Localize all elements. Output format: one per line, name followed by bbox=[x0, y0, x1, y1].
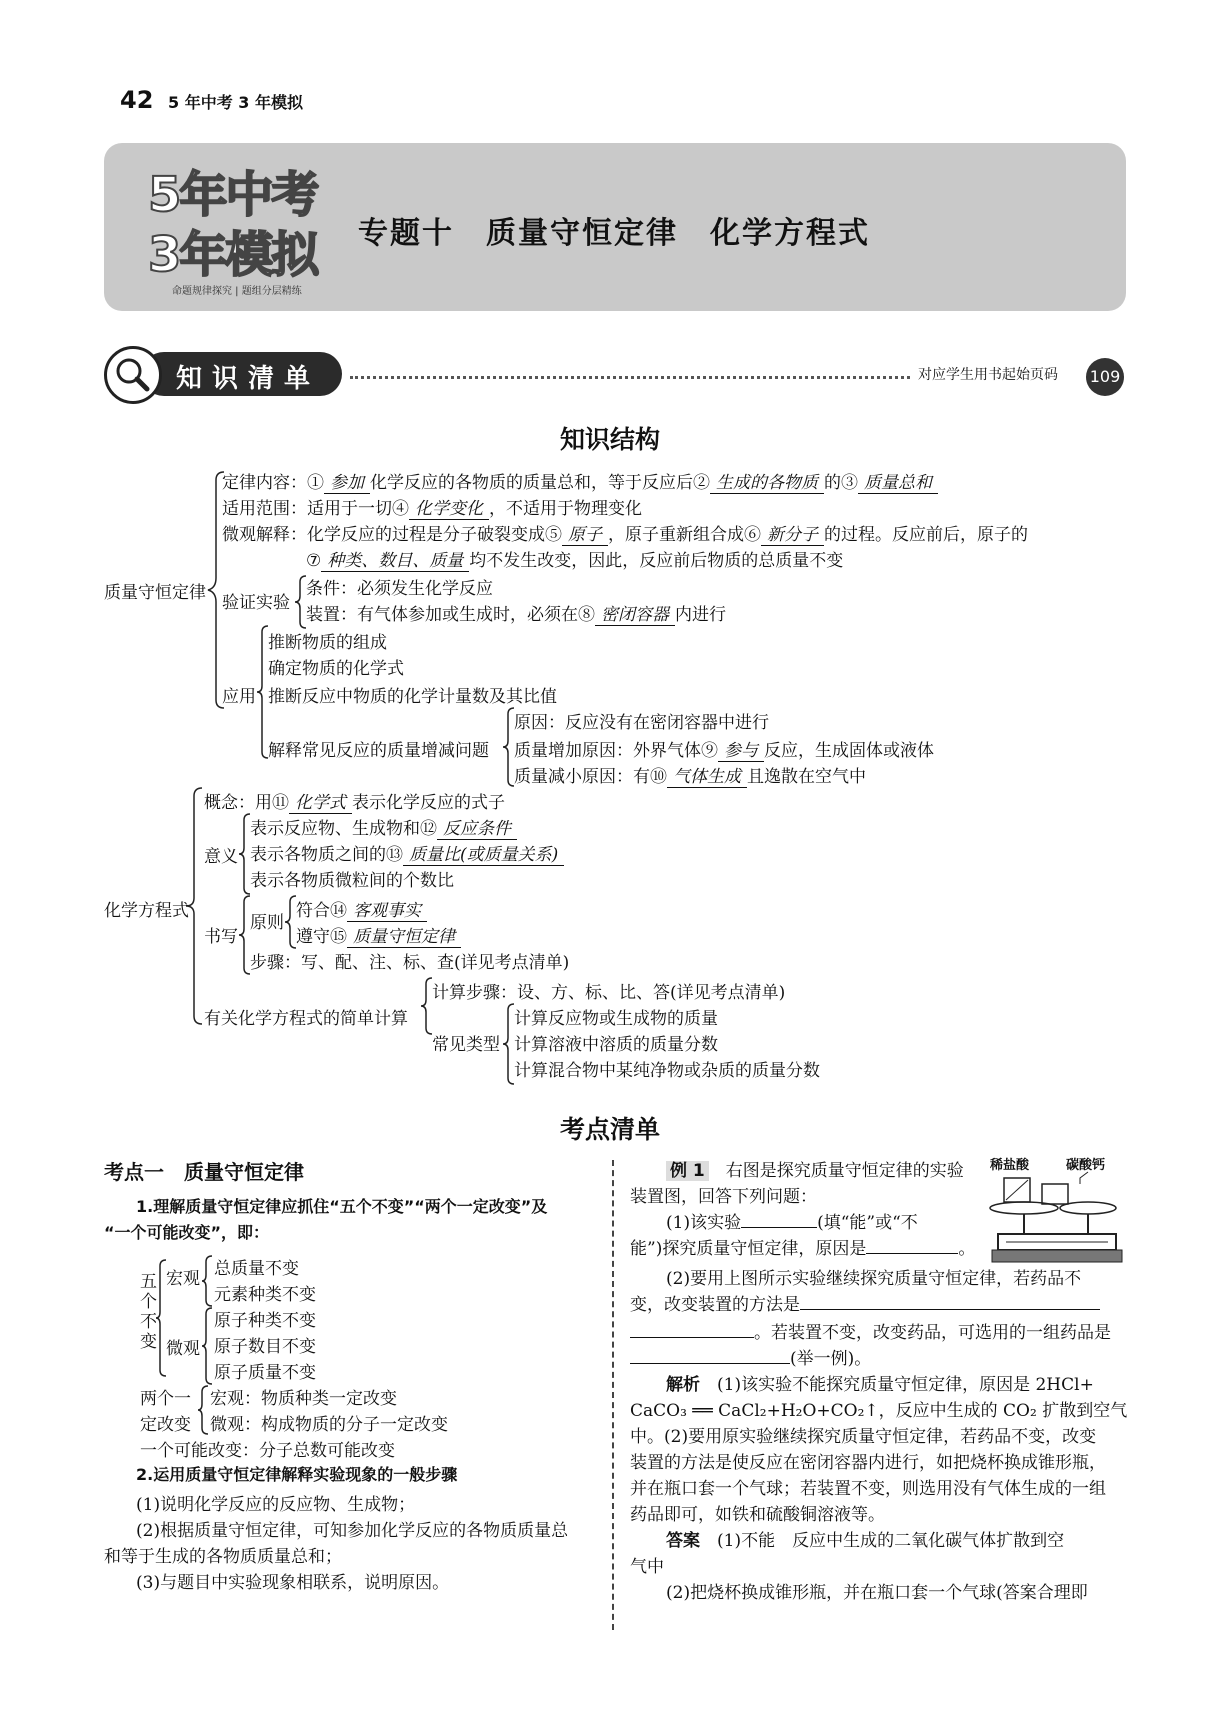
law-micro-2: ⑦ 种类、数目、质量 均不发生改变，因此，反应前后物质的总质量不变 bbox=[306, 546, 843, 572]
balance-icon bbox=[984, 1154, 1126, 1274]
page-number: 42 bbox=[120, 86, 154, 114]
logo-sub: 命题规律探究 | 题组分层精练 bbox=[172, 286, 302, 297]
book-logo bbox=[104, 150, 324, 300]
calc-type-2: 计算溶液中溶质的质量分数 bbox=[514, 1035, 718, 1055]
structure-heading: 知识结构 bbox=[560, 425, 661, 454]
magnifier-icon bbox=[104, 346, 162, 404]
analysis-tag: 解析 bbox=[666, 1375, 700, 1395]
example-q-a: 例 1 右图是探究质量守恒定律的实验 bbox=[666, 1156, 964, 1181]
calc-type-3: 计算混合物中某纯净物或杂质的质量分数 bbox=[514, 1061, 820, 1081]
law-scope: 适用范围：适用于一切④ 化学变化 ，不适用于物理变化 bbox=[222, 494, 642, 520]
eq-write: 书写 bbox=[204, 927, 238, 947]
eq-concept: 概念：用⑪ 化学式 表示化学反应的式子 bbox=[204, 788, 505, 814]
step-2b: 和等于生成的各物质质量总和； bbox=[104, 1547, 342, 1567]
apply-4: 解释常见反应的质量增减问题 bbox=[268, 741, 489, 761]
law-root: 质量守恒定律 bbox=[104, 583, 206, 603]
five-unchanged-label: 五个不变 bbox=[140, 1272, 157, 1352]
answer-tag: 答案 bbox=[666, 1531, 700, 1551]
macro-label: 宏观 bbox=[166, 1269, 200, 1289]
calc-type-1: 计算反应物或生成物的质量 bbox=[514, 1009, 718, 1029]
topic-title: 专题十 质量守恒定律 化学方程式 bbox=[358, 216, 870, 251]
five-3: 原子种类不变 bbox=[214, 1311, 316, 1331]
step-1: (1)说明化学反应的反应物、生成物； bbox=[136, 1495, 416, 1515]
one-possible: 一个可能改变：分子总数可能改变 bbox=[140, 1441, 395, 1461]
two-label-a: 两个一 bbox=[140, 1389, 191, 1409]
analysis-line-3: 中。(2)要用原实验继续探究质量守恒定律，若药品不变，改变 bbox=[630, 1427, 1097, 1447]
analysis-line-2: CaCO₃ ══ CaCl₂+H₂O+CO₂↑，反应中生成的 CO₂ 扩散到空气 bbox=[630, 1401, 1128, 1421]
two-label-b: 定改变 bbox=[140, 1415, 191, 1435]
five-1: 总质量不变 bbox=[214, 1259, 299, 1279]
reason-1: 原因：反应没有在密闭容器中进行 bbox=[514, 713, 769, 733]
law-condition: 条件：必须发生化学反应 bbox=[306, 579, 493, 599]
s1-title-a: 1.理解质量守恒定律应抓住“五个不变”“两个一定改变”及 bbox=[136, 1197, 548, 1216]
apply-1: 推断物质的组成 bbox=[268, 633, 387, 653]
principle-1: 符合⑭ 客观事实 bbox=[296, 896, 427, 922]
example-q2-a: (2)要用上图所示实验继续探究质量守恒定律，若药品不 bbox=[666, 1269, 1082, 1289]
apply-2: 确定物质的化学式 bbox=[268, 659, 404, 679]
page-ref-badge: 109 bbox=[1086, 358, 1124, 396]
example-q-b: 装置图，回答下列问题： bbox=[630, 1187, 817, 1207]
knowledge-title: 知识清单 bbox=[176, 364, 321, 394]
eq-principle: 原则 bbox=[250, 913, 284, 933]
balance-apparatus-figure: 稀盐酸 碳酸钙 bbox=[984, 1154, 1126, 1274]
knowledge-section-bar bbox=[104, 346, 344, 402]
law-apply: 应用 bbox=[222, 687, 256, 707]
example-q1: (1)该实验 (填“能”或“不 bbox=[666, 1213, 918, 1233]
s1-title-b: “一个可能改变”，即： bbox=[104, 1223, 270, 1242]
example-q2-b: 变，改变装置的方法是 bbox=[630, 1290, 1100, 1315]
eq-calc: 有关化学方程式的简单计算 bbox=[204, 1009, 408, 1029]
meaning-1: 表示反应物、生成物和⑫ 反应条件 bbox=[250, 814, 517, 840]
example-q2-c: 。若装置不变，改变药品，可选用的一组药品是 bbox=[630, 1318, 1111, 1343]
dotted-divider bbox=[350, 376, 910, 379]
example-q2-d: (举一例)。 bbox=[630, 1344, 871, 1369]
s2-title: 2.运用质量守恒定律解释实验现象的一般步骤 bbox=[136, 1465, 458, 1484]
example-q1-c: 能”)探究质量守恒定律，原因是 。 bbox=[630, 1239, 976, 1259]
logo-line1: 5年中考 bbox=[148, 167, 318, 223]
five-5: 原子质量不变 bbox=[214, 1363, 316, 1383]
micro-label: 微观 bbox=[166, 1339, 200, 1359]
analysis-line-5: 并在瓶口套一个气球；若装置不变，则选用没有气体生成的一组 bbox=[630, 1479, 1106, 1499]
analysis-line-4: 装置的方法是使反应在密闭容器内进行，如把烧杯换成锥形瓶， bbox=[630, 1453, 1106, 1473]
two-1: 宏观：物质种类一定改变 bbox=[210, 1389, 397, 1409]
eq-meaning: 意义 bbox=[204, 847, 238, 867]
analysis-line-6: 药品即可，如铁和硫酸铜溶液等。 bbox=[630, 1505, 885, 1525]
book-title: 5 年中考 3 年模拟 bbox=[168, 93, 303, 112]
page-ref-label: 对应学生用书起始页码 bbox=[918, 367, 1058, 383]
answer-line-2: 气中 bbox=[630, 1557, 664, 1577]
meaning-3: 表示各物质微粒间的个数比 bbox=[250, 871, 454, 891]
five-2: 元素种类不变 bbox=[214, 1285, 316, 1305]
answer-line-1: 答案 (1)不能 反应中生成的二氧化碳气体扩散到空 bbox=[666, 1531, 1065, 1551]
five-4: 原子数目不变 bbox=[214, 1337, 316, 1357]
law-content: 定律内容：① 参加 化学反应的各物质的质量总和，等于反应后② 生成的各物质 的③ 质量总和 bbox=[222, 468, 938, 494]
apply-3: 推断反应中物质的化学计量数及其比值 bbox=[268, 687, 557, 707]
eq-steps: 步骤：写、配、注、标、查(详见考点清单) bbox=[250, 953, 570, 973]
column-divider bbox=[612, 1160, 614, 1630]
principle-2: 遵守⑮ 质量守恒定律 bbox=[296, 922, 461, 948]
calc-common: 常见类型 bbox=[432, 1035, 500, 1055]
kaodian-heading: 考点清单 bbox=[560, 1115, 661, 1144]
answer-line-3: (2)把烧杯换成锥形瓶，并在瓶口套一个气球(答案合理即 bbox=[666, 1583, 1088, 1603]
meaning-2: 表示各物质之间的⑬ 质量比(或质量关系) bbox=[250, 840, 564, 866]
analysis-line-1: 解析 (1)该实验不能探究质量守恒定律，原因是 2HCl+ bbox=[666, 1375, 1094, 1395]
step-3: (3)与题目中实验现象相联系，说明原因。 bbox=[136, 1573, 450, 1593]
law-device: 装置：有气体参加或生成时，必须在⑧ 密闭容器 内进行 bbox=[306, 600, 726, 626]
law-micro: 微观解释：化学反应的过程是分子破裂变成⑤ 原子 ，原子重新组合成⑥ 新分子 的过程。反应前后，原子的 bbox=[222, 520, 1028, 546]
reason-2: 质量增加原因：外界气体⑨ 参与 反应，生成固体或液体 bbox=[514, 736, 934, 762]
step-2a: (2)根据质量守恒定律，可知参加化学反应的各物质质量总 bbox=[136, 1521, 569, 1541]
reason-3: 质量减小原因：有⑩ 气体生成 且逸散在空气中 bbox=[514, 762, 866, 788]
eq-root: 化学方程式 bbox=[104, 901, 189, 921]
logo-line2: 3年模拟 bbox=[148, 227, 318, 283]
two-2: 微观：构成物质的分子一定改变 bbox=[210, 1415, 448, 1435]
calc-steps: 计算步骤：设、方、标、比、答(详见考点清单) bbox=[432, 983, 786, 1003]
kp1-title: 考点一 质量守恒定律 bbox=[104, 1160, 304, 1184]
law-verify: 验证实验 bbox=[222, 593, 290, 613]
